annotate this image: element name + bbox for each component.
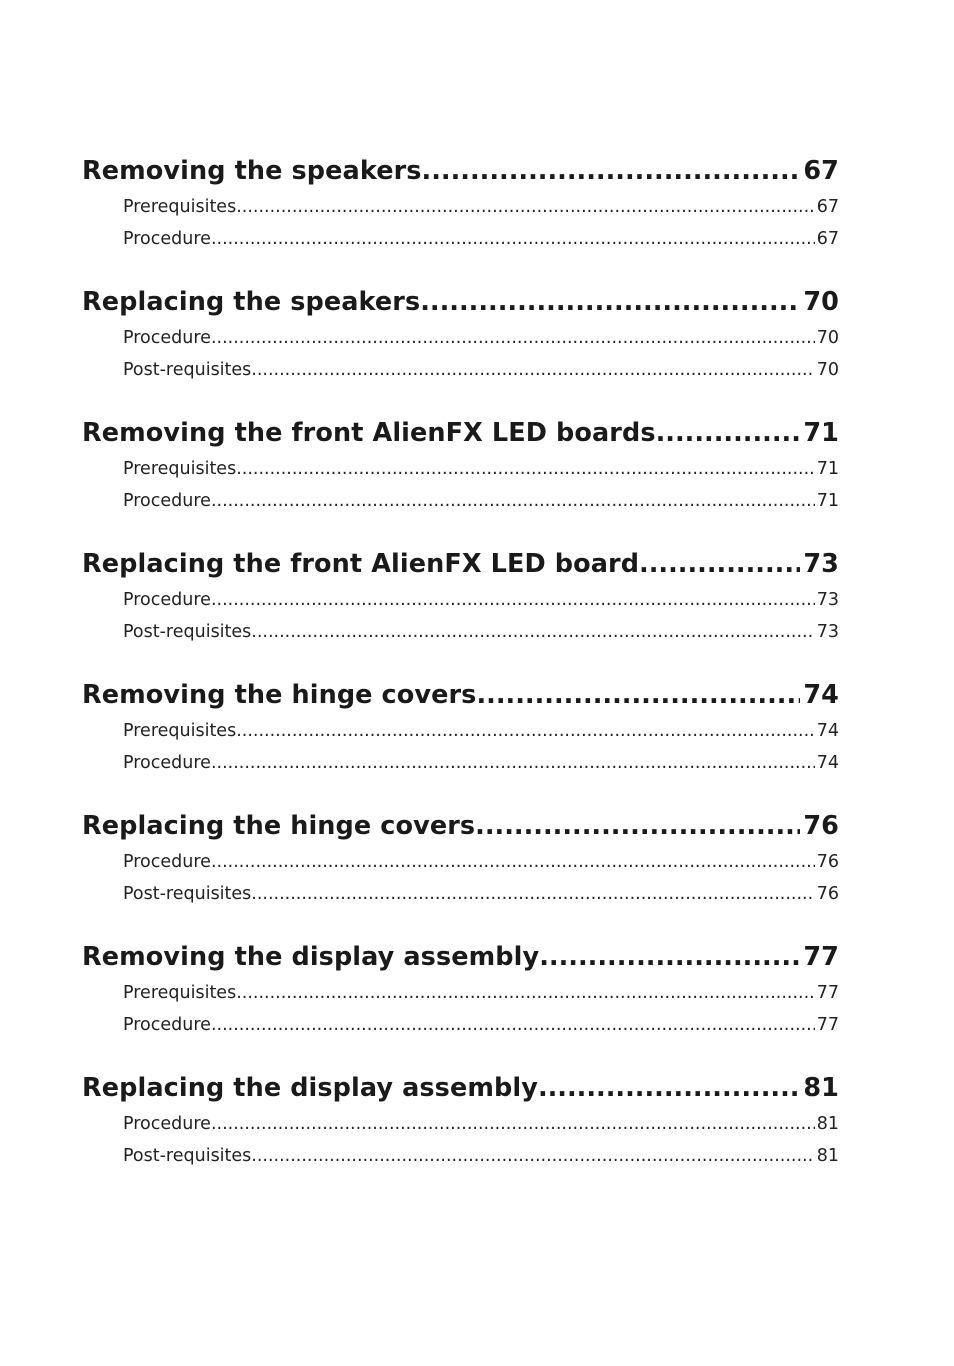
toc-chapter-entry[interactable] xyxy=(82,675,839,715)
chapter-title: Removing the hinge covers xyxy=(82,680,477,710)
page-number: 73 xyxy=(803,549,839,579)
chapter-title: Removing the speakers xyxy=(82,156,422,186)
page-number: 74 xyxy=(816,753,839,773)
toc-section xyxy=(82,413,839,517)
toc-subentry[interactable] xyxy=(82,1108,839,1140)
chapter-title: Replacing the hinge covers xyxy=(82,811,476,841)
dot-leader xyxy=(475,806,800,846)
subentry-title: Prerequisites xyxy=(123,197,237,217)
page-number: 76 xyxy=(816,884,839,904)
chapter-title: Removing the display assembly xyxy=(82,942,540,972)
toc-chapter-entry[interactable] xyxy=(82,1068,839,1108)
page-number: 81 xyxy=(816,1146,839,1166)
toc-subentry[interactable] xyxy=(82,322,839,354)
chapter-title: Replacing the speakers xyxy=(82,287,421,317)
subentry-title: Procedure xyxy=(123,491,211,511)
toc-chapter-entry[interactable] xyxy=(82,282,839,322)
toc-section xyxy=(82,937,839,1041)
page-number: 71 xyxy=(816,491,839,511)
dot-leader xyxy=(236,715,815,747)
page-number: 71 xyxy=(816,459,839,479)
subentry-title: Procedure xyxy=(123,229,211,249)
dot-leader xyxy=(251,878,814,910)
toc-subentry[interactable] xyxy=(82,453,839,485)
toc-chapter-entry[interactable] xyxy=(82,413,839,453)
page-number: 76 xyxy=(816,852,839,872)
dot-leader xyxy=(251,1140,814,1172)
toc-subentry[interactable] xyxy=(82,191,839,223)
toc-subentry[interactable] xyxy=(82,1009,839,1041)
toc-subentry[interactable] xyxy=(82,878,839,910)
chapter-title: Removing the front AlienFX LED boards xyxy=(82,418,656,448)
subentry-title: Prerequisites xyxy=(123,983,237,1003)
dot-leader xyxy=(538,1068,800,1108)
page-number: 73 xyxy=(816,590,839,610)
subentry-title: Procedure xyxy=(123,1114,211,1134)
toc-subentry[interactable] xyxy=(82,354,839,386)
toc-chapter-entry[interactable] xyxy=(82,937,839,977)
subentry-title: Prerequisites xyxy=(123,459,237,479)
toc-subentry[interactable] xyxy=(82,485,839,517)
page-number: 81 xyxy=(816,1114,839,1134)
subentry-title: Procedure xyxy=(123,1015,211,1035)
dot-leader xyxy=(639,544,800,584)
page-number: 74 xyxy=(803,680,839,710)
dot-leader xyxy=(236,453,815,485)
toc-section xyxy=(82,806,839,910)
dot-leader xyxy=(211,846,815,878)
toc-subentry[interactable] xyxy=(82,223,839,255)
page-number: 76 xyxy=(803,811,839,841)
dot-leader xyxy=(236,977,815,1009)
toc-subentry[interactable] xyxy=(82,616,839,648)
page-number: 70 xyxy=(816,328,839,348)
chapter-title: Replacing the display assembly xyxy=(82,1073,538,1103)
toc-section xyxy=(82,544,839,648)
page-number: 67 xyxy=(816,197,839,217)
dot-leader xyxy=(420,282,800,322)
page-number: 71 xyxy=(803,418,839,448)
dot-leader xyxy=(236,191,815,223)
toc-subentry[interactable] xyxy=(82,846,839,878)
subentry-title: Procedure xyxy=(123,590,211,610)
subentry-title: Post-requisites xyxy=(123,1146,252,1166)
subentry-title: Post-requisites xyxy=(123,360,252,380)
subentry-title: Prerequisites xyxy=(123,721,237,741)
toc-subentry[interactable] xyxy=(82,584,839,616)
toc-subentry[interactable] xyxy=(82,977,839,1009)
dot-leader xyxy=(211,1009,815,1041)
dot-leader xyxy=(656,413,801,453)
page-number: 73 xyxy=(816,622,839,642)
dot-leader xyxy=(539,937,800,977)
subentry-title: Post-requisites xyxy=(123,622,252,642)
dot-leader xyxy=(211,1108,815,1140)
page-number: 77 xyxy=(816,983,839,1003)
toc-section xyxy=(82,1068,839,1172)
dot-leader xyxy=(211,322,815,354)
chapter-title: Replacing the front AlienFX LED board xyxy=(82,549,640,579)
page-number: 70 xyxy=(816,360,839,380)
subentry-title: Procedure xyxy=(123,328,211,348)
page-number: 74 xyxy=(816,721,839,741)
page-number: 81 xyxy=(803,1073,839,1103)
toc-section xyxy=(82,151,839,255)
page-number: 77 xyxy=(803,942,839,972)
page-number: 70 xyxy=(803,287,839,317)
dot-leader xyxy=(251,354,814,386)
dot-leader xyxy=(476,675,800,715)
dot-leader xyxy=(211,485,815,517)
toc-subentry[interactable] xyxy=(82,715,839,747)
subentry-title: Procedure xyxy=(123,852,211,872)
toc-section xyxy=(82,675,839,779)
toc-section xyxy=(82,282,839,386)
toc-chapter-entry[interactable] xyxy=(82,151,839,191)
subentry-title: Post-requisites xyxy=(123,884,252,904)
toc-chapter-entry[interactable] xyxy=(82,544,839,584)
page-number: 67 xyxy=(816,229,839,249)
subentry-title: Procedure xyxy=(123,753,211,773)
page-number: 67 xyxy=(803,156,839,186)
table-of-contents xyxy=(82,151,839,1199)
dot-leader xyxy=(251,616,814,648)
toc-chapter-entry[interactable] xyxy=(82,806,839,846)
dot-leader xyxy=(211,584,815,616)
toc-subentry[interactable] xyxy=(82,747,839,779)
toc-subentry[interactable] xyxy=(82,1140,839,1172)
dot-leader xyxy=(211,223,815,255)
dot-leader xyxy=(211,747,815,779)
page-number: 77 xyxy=(816,1015,839,1035)
dot-leader xyxy=(422,151,801,191)
